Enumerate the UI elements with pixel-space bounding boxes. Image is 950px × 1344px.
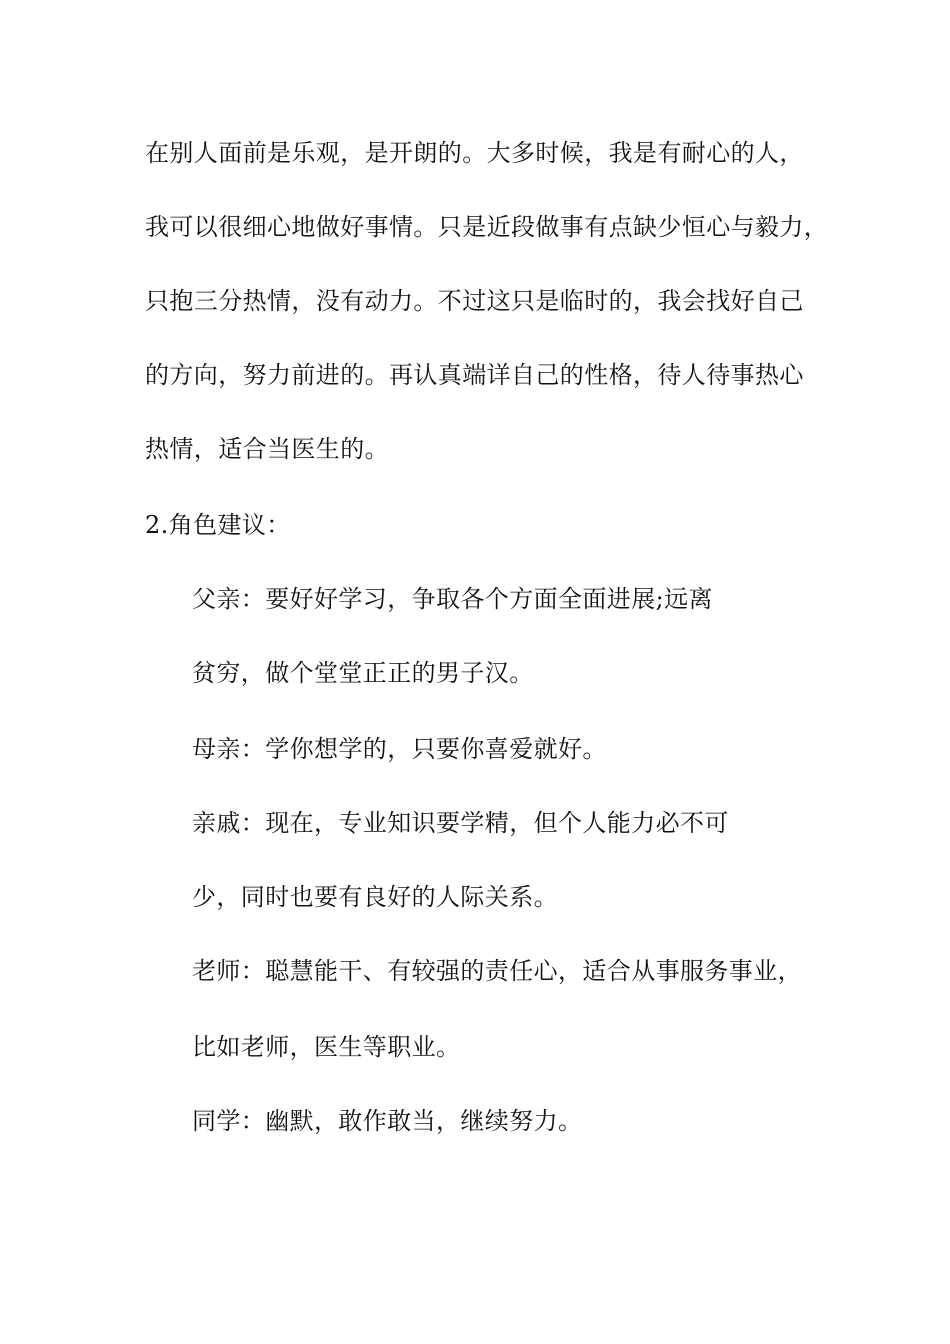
paragraph-line-5: 热情，适合当医生的。 <box>145 435 389 463</box>
paragraph-line-2: 我可以很细心地做好事情。只是近段做事有点缺少恒心与毅力， <box>145 213 829 241</box>
suggestion-teacher-line-1: 老师：聪慧能干、有较强的责任心，适合从事服务事业， <box>192 957 802 985</box>
paragraph-line-1: 在别人面前是乐观，是开朗的。大多时候，我是有耐心的人， <box>145 139 804 167</box>
suggestion-father-line-2: 贫穷，做个堂堂正正的男子汉。 <box>192 659 534 687</box>
suggestion-mother: 母亲：学你想学的，只要你喜爱就好。 <box>192 735 607 763</box>
paragraph-line-4: 的方向，努力前进的。再认真端详自己的性格，待人待事热心 <box>145 361 804 389</box>
suggestion-teacher-line-2: 比如老师，医生等职业。 <box>192 1033 461 1061</box>
paragraph-line-3: 只抱三分热情，没有动力。不过这只是临时的，我会找好自己 <box>145 287 804 315</box>
suggestion-relatives-line-1: 亲戚：现在，专业知识要学精，但个人能力必不可 <box>192 809 729 837</box>
section-heading: 2.角色建议： <box>145 511 291 539</box>
suggestion-relatives-line-2: 少，同时也要有良好的人际关系。 <box>192 883 558 911</box>
suggestion-father-line-1: 父亲：要好好学习，争取各个方面全面进展;远离 <box>192 585 713 613</box>
suggestion-classmates: 同学：幽默，敢作敢当，继续努力。 <box>192 1107 583 1135</box>
